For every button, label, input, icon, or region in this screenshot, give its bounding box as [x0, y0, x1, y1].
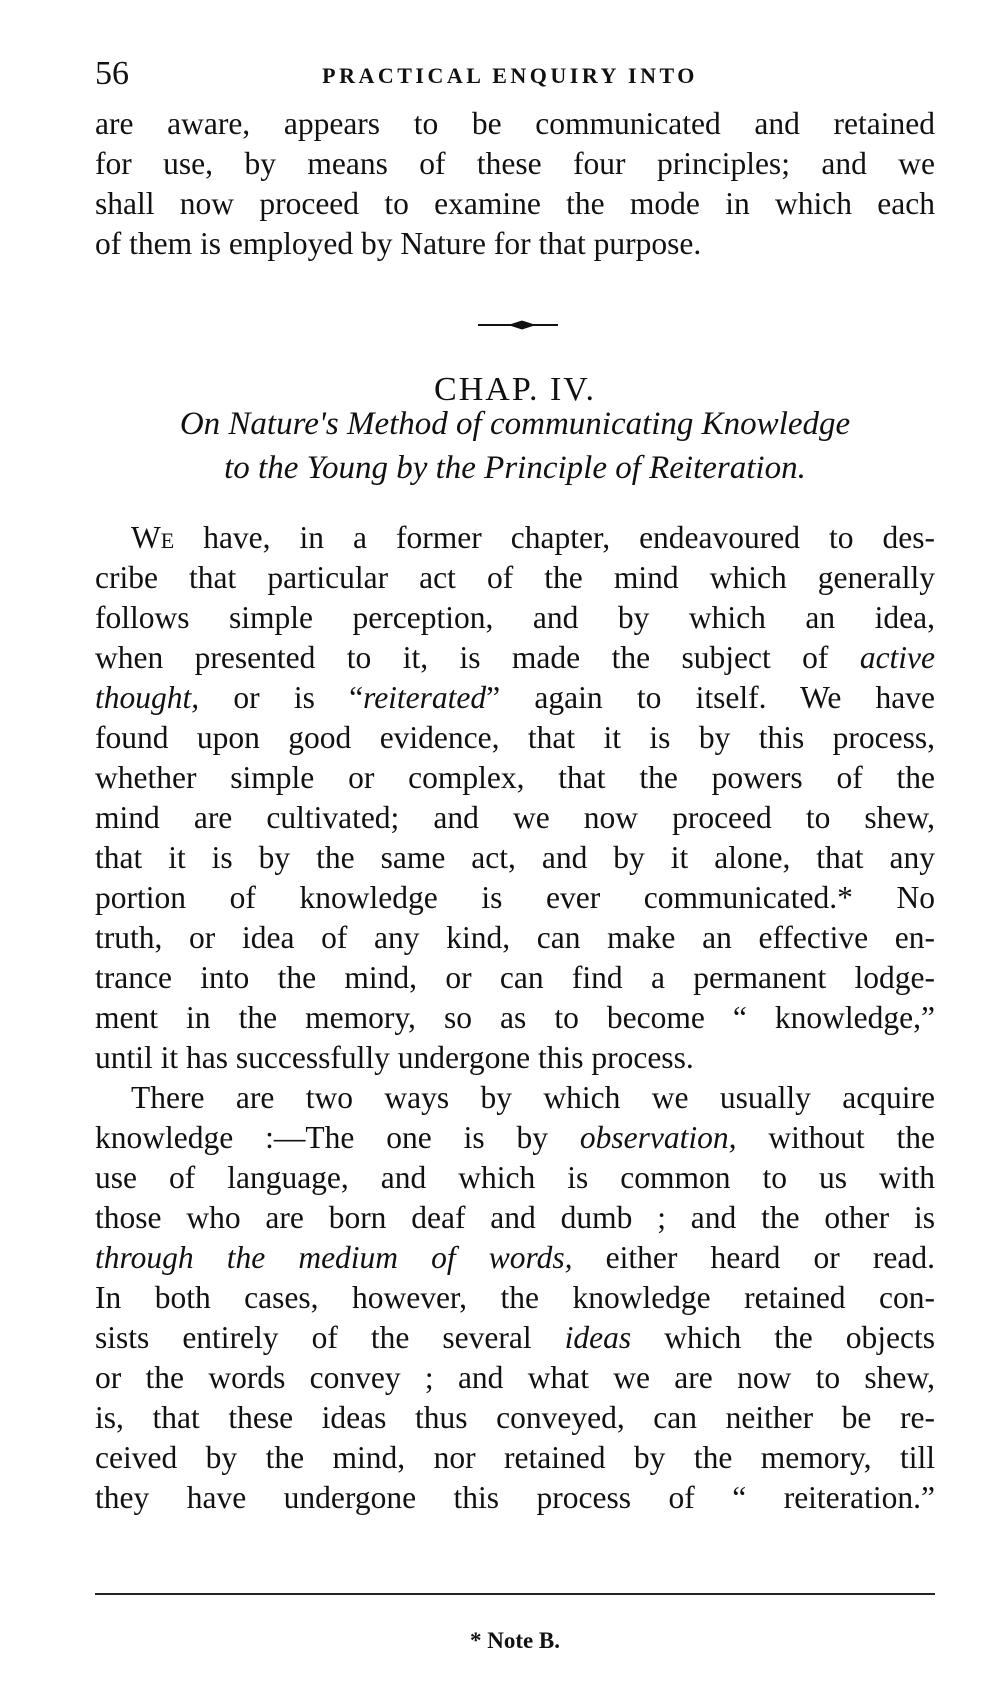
page-number: 56 — [95, 55, 129, 92]
text-line: mind are cultivated; and we now proceed to shew, — [95, 800, 935, 835]
running-title: PRACTICAL ENQUIRY INTO — [322, 63, 698, 88]
text-line: is, that these ideas thus conveyed, can neither be re- — [95, 1400, 935, 1435]
text-line: use of language, and which is common to us with — [95, 1160, 935, 1195]
text-line: trance into the mind, or can find a permanent lodge- — [95, 960, 935, 995]
text-line: There are two ways by which we usually acquire — [131, 1080, 935, 1115]
paragraph-two-ways — [95, 1078, 935, 1518]
chapter-subtitle-line: to the Young by the Principle of Reiteration. — [224, 450, 806, 486]
emphasis: through the medium of words, — [95, 1240, 573, 1275]
emphasis: reiterated — [363, 680, 487, 715]
footnote: * Note B. — [469, 1628, 561, 1653]
chapter-subtitle-line: On Nature's Method of communicating Knowledge — [179, 406, 851, 442]
paragraph-reiteration — [95, 518, 935, 1078]
ornament-rule — [478, 318, 558, 332]
text-line: ment in the memory, so as to become “ knowledge,” — [95, 1000, 935, 1035]
text-line: those who are born deaf and dumb ; and the other is — [95, 1200, 935, 1235]
running-head — [95, 54, 945, 94]
emphasis: observation, — [579, 1120, 737, 1155]
text-line: portion of knowledge is ever communicated.* No — [95, 880, 935, 915]
drop-cap-word: We — [131, 520, 175, 555]
text-line: cribe that particular act of the mind which generally — [95, 560, 935, 595]
text-line: ceived by the mind, nor retained by the memory, till — [95, 1440, 935, 1475]
text-line: found upon good evidence, that it is by this process, — [95, 720, 935, 755]
footnote-rule — [95, 1593, 935, 1595]
text-line: until it has successfully undergone this process. — [95, 1040, 694, 1075]
emphasis: ideas — [564, 1320, 632, 1355]
text-line: whether simple or complex, that the powers of the — [95, 760, 935, 795]
text-line: are aware, appears to be communicated and retained — [95, 106, 935, 141]
emphasis: active — [859, 640, 936, 675]
chapter-heading: CHAP. IV. — [434, 371, 596, 408]
text-line: they have undergone this process of “ reiteration.” — [95, 1480, 935, 1515]
text-line: follows simple perception, and by which an idea, — [95, 600, 935, 635]
text-line: shall now proceed to examine the mode in which each — [95, 186, 935, 221]
emphasis: thought, — [95, 680, 200, 715]
text-line: or the words convey ; and what we are now to shew, — [95, 1360, 935, 1395]
text-line: sists entirely of the several ideas which the objects — [95, 1320, 936, 1355]
text-line: In both cases, however, the knowledge retained con- — [95, 1280, 935, 1315]
text-line: when presented to it, is made the subject of active — [95, 640, 936, 675]
text-line: of them is employed by Nature for that purpose. — [95, 226, 702, 261]
text-line: for use, by means of these four principles; and we — [95, 146, 935, 181]
text-line: truth, or idea of any kind, can make an effective en- — [95, 920, 935, 955]
text-line: thought, or is “reiterated” again to itself. We have — [95, 680, 936, 715]
intro-paragraph — [95, 104, 935, 264]
text-line: that it is by the same act, and by it alone, that any — [95, 840, 935, 875]
text-line: knowledge :—The one is by observation, without the — [95, 1120, 935, 1155]
text-line: through the medium of words, either heard or read. — [95, 1240, 935, 1275]
text-line: We have, in a former chapter, endeavoured to des- — [131, 520, 936, 555]
